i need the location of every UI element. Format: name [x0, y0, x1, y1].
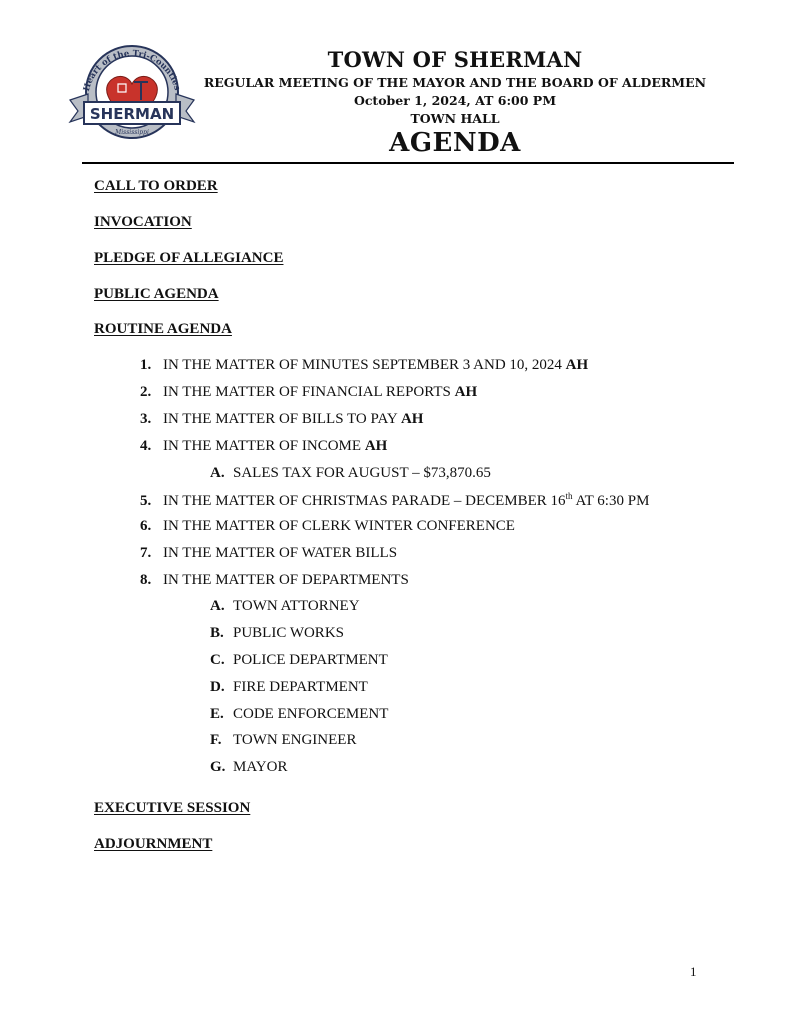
subitem-letter: C.: [210, 652, 225, 668]
item-tag: AH: [400, 411, 424, 427]
section-routine-agenda: ROUTINE AGENDA: [94, 321, 232, 337]
meeting-date: October 1, 2024, AT 6:00 PM: [353, 93, 557, 108]
subitem-text: MAYOR: [233, 759, 288, 775]
department-subitem: [210, 759, 287, 776]
department-subitem: [210, 598, 360, 615]
section-executive-session: EXECUTIVE SESSION: [94, 800, 251, 816]
section-call-to-order: CALL TO ORDER: [94, 178, 218, 194]
subitem-text: POLICE DEPARTMENT: [233, 652, 388, 668]
item-number: 7.: [140, 545, 152, 561]
header-divider: [82, 162, 734, 164]
routine-item: [140, 518, 515, 535]
subitem-text: TOWN ATTORNEY: [233, 598, 360, 614]
item-tag: AH: [565, 357, 589, 373]
subitem-letter: F.: [210, 732, 222, 748]
routine-item: [140, 572, 409, 589]
section-invocation: INVOCATION: [94, 214, 192, 230]
document-title: AGENDA: [389, 128, 521, 158]
routine-item: [140, 545, 397, 562]
routine-item: [140, 411, 423, 428]
item-number: 6.: [140, 518, 152, 534]
item-text: IN THE MATTER OF CLERK WINTER CONFERENCE: [163, 518, 515, 534]
item-text: IN THE MATTER OF CHRISTMAS PARADE – DECEMBER 16: [163, 493, 566, 509]
item-number: 3.: [140, 411, 152, 427]
section-public-agenda: PUBLIC AGENDA: [94, 286, 219, 302]
item-text: IN THE MATTER OF DEPARTMENTS: [163, 572, 409, 588]
subitem-letter: A.: [210, 598, 225, 614]
item-number: 1.: [140, 357, 152, 373]
item-tag: AH: [364, 438, 388, 454]
seal-state: Mississippi: [115, 129, 149, 136]
item-text: IN THE MATTER OF INCOME: [163, 438, 362, 454]
town-seal-logo: [66, 42, 198, 142]
item-number: 8.: [140, 572, 152, 588]
department-subitem: [210, 679, 368, 696]
department-subitem: [210, 652, 388, 669]
section-adjournment: ADJOURNMENT: [94, 836, 213, 852]
ordinal-suffix: th: [565, 491, 573, 501]
subitem-letter: G.: [210, 759, 226, 775]
seal-name: SHERMAN: [89, 105, 175, 123]
item-text: IN THE MATTER OF FINANCIAL REPORTS: [163, 384, 451, 400]
routine-item: [140, 438, 387, 455]
income-subitem: [210, 465, 491, 482]
department-subitem: [210, 706, 388, 723]
item-tag: AH: [454, 384, 478, 400]
item-text-time: AT 6:30 PM: [575, 493, 650, 509]
subitem-text: FIRE DEPARTMENT: [233, 679, 368, 695]
subitem-letter: E.: [210, 706, 224, 722]
subitem-text: TOWN ENGINEER: [233, 732, 357, 748]
town-name: TOWN OF SHERMAN: [327, 47, 583, 72]
agenda-header: [190, 48, 720, 158]
subitem-text: CODE ENFORCEMENT: [233, 706, 389, 722]
routine-item: [140, 491, 649, 510]
routine-item: [140, 357, 588, 374]
svg-text:Heart of the Tri-Counties: Heart of the Tri-Counties: [81, 48, 182, 93]
subitem-text: SALES TAX FOR AUGUST – $73,870.65: [233, 465, 491, 481]
meeting-title: REGULAR MEETING OF THE MAYOR AND THE BOARD OF ALDERMEN: [203, 75, 707, 90]
item-number: 2.: [140, 384, 152, 400]
subitem-letter: A.: [210, 465, 225, 481]
section-pledge: PLEDGE OF ALLEGIANCE: [94, 250, 284, 266]
department-subitem: [210, 625, 344, 642]
item-text: IN THE MATTER OF BILLS TO PAY: [163, 411, 398, 427]
subitem-text: PUBLIC WORKS: [233, 625, 344, 641]
meeting-location: TOWN HALL: [410, 111, 500, 126]
page-number: 1: [690, 964, 697, 979]
subitem-letter: D.: [210, 679, 225, 695]
item-number: 4.: [140, 438, 152, 454]
item-text: IN THE MATTER OF MINUTES SEPTEMBER 3 AND 10, 2024: [163, 357, 562, 373]
subitem-letter: B.: [210, 625, 224, 641]
item-number: 5.: [140, 493, 152, 509]
item-text: IN THE MATTER OF WATER BILLS: [163, 545, 398, 561]
department-subitem: [210, 732, 356, 749]
routine-item: [140, 384, 477, 401]
